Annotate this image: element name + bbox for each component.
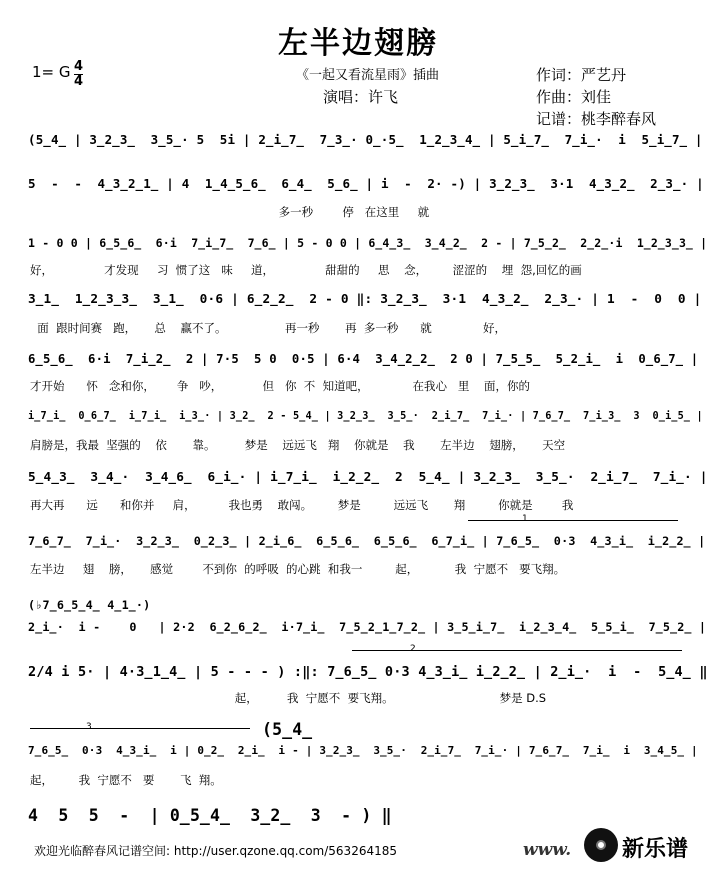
footer-text: 欢迎光临醉春风记谱空间: http://user.qzone.qq.com/563264185 (34, 844, 398, 858)
score-row-7-notes: 5̲4̲3̲ 3̲4̲· 3̲4̲6̲ 6̲i̲· | i̲7̲i̲ i̲2̲2̲ 2 5̲4̲ | 3̲2̲3̲ 3̲5̲· 2̲i̲7̲ 7̲i̲· | (28, 470, 708, 485)
time-signature-top: 4 (74, 59, 84, 74)
score-row-7-lyrics: 再大再 远 和你并 肩， 我也勇 敢闯。 梦是 远远飞 翔 你就是 我 (30, 498, 574, 512)
volta-bracket-3 (30, 728, 250, 729)
score-row-4-notes: 3̲1̲ 1̲2̲3̲3̲ 3̲1̲ 0·6 | 6̲2̲2̲ 2 - 0 ‖: 3̲2̲3̲ 3·1 4̲3̲2̲ 2̲3̲· | 1 - 0 0 | (28, 292, 702, 307)
score-row-2-lyrics: 多一秒 停 在这里 就 (30, 205, 430, 219)
score-row-10-notes: 2/4 i 5· | 4·3̲1̲4̲ | 5 - - - ) :‖: 7̲6̲5̲ 0·3 4̲3̲i̲ i̲2̲2̲ | 2̲i̲· i - 5̲4̲ ‖ (28, 664, 708, 680)
time-signature (74, 60, 83, 89)
volta-number-2: 2 (410, 644, 416, 654)
key-signature: 1= G (32, 63, 71, 81)
score-row-12-notes: 4 5 5 - | 0̲5̲4̲ 3̲2̲ 3 - ) ‖ (28, 806, 392, 825)
score-row-6-notes: i̲7̲i̲ 0̲6̲7̲ i̲7̲i̲ i̲3̲· | 3̲2̲ 2 - 5̲4̲ | 3̲2̲3̲ 3̲5̲· 2̲i̲7̲ 7̲i̲· | 7̲6̲7̲ 7̲i̲3̲ 3 0̲i̲5̲ | (28, 410, 703, 422)
footer-site: www. (523, 840, 572, 860)
lyricist-credit: 作词：严艺丹 (536, 66, 627, 84)
score-row-8-lyrics: 左半边 翅 膀， 感觉 不到你 的呼吸 的心跳 和我一 起， 我 宁愿不 要飞翔。 (30, 562, 566, 576)
volta-number-3: 3 (86, 722, 92, 732)
score-row-11-lyrics: 起， 我 宁愿不 要 飞 翔。 (30, 773, 222, 787)
volta-number-1: 1 (522, 514, 528, 524)
music-disc-icon (584, 828, 618, 862)
sheet-title: 左半边翅膀 (278, 26, 438, 61)
volta-bracket-2 (352, 650, 682, 651)
transcriber-credit: 记谱：桃李醉春风 (536, 110, 657, 128)
dc-marker: (5̲4̲ (262, 720, 313, 739)
score-row-9-notes: (♭7̲6̲5̲4̲ 4̲1̲·) 2̲i̲· i - 0 | 2·2 6̲2̲6̲2̲ i·7̲i̲ 7̲5̲2̲1̲7̲2̲ | 3̲5̲i̲7̲ i̲2̲3̲4̲ 5̲5̲i̲ 7̲5̲2̲ | (28, 598, 707, 634)
score-row-10-lyrics: 起， 我 宁愿不 要飞翔。 梦是 D.S (30, 691, 547, 705)
score-row-6-lyrics: 肩膀是，我最 坚强的 依 靠。 梦是 远远飞 翔 你就是 我 左半边 翅膀， 天空 (30, 438, 566, 452)
footer-logo-text: 新乐谱 (622, 837, 689, 862)
score-row-2-notes: 5 - - 4̲3̲2̲1̲ | 4 1̲4̲5̲6̲ 6̲4̲ 5̲6̲ | i - 2· -) | 3̲2̲3̲ 3·1 4̲3̲2̲ 2̲3̲· | (28, 176, 704, 191)
source-note: 《一起又看流星雨》插曲 (296, 68, 440, 83)
composer-credit: 作曲：刘佳 (536, 88, 612, 106)
score-row-11-notes: 7̲6̲5̲ 0·3 4̲3̲i̲ i | 0̲2̲ 2̲i̲ i - | 3̲2̲3̲ 3̲5̲· 2̲i̲7̲ 7̲i̲· | 7̲6̲7̲ 7̲i̲ i 3̲4̲5̲ | (28, 744, 698, 757)
score-row-3-notes: 1 - 0 0 | 6̲5̲6̲ 6·i 7̲i̲7̲ 7̲6̲ | 5 - 0 0 | 6̲4̲3̲ 3̲4̲2̲ 2 - | 7̲5̲2̲ 2̲2̲·i 1̲2̲3̲3̲ | (28, 236, 708, 250)
score-row-5-notes: 6̲5̲6̲ 6·i 7̲i̲2̲ 2 | 7·5 5 0 0·5 | 6·4 3̲4̲2̲2̲ 2 0 | 7̲5̲5̲ 5̲2̲i̲ i 0̲6̲7̲ | (28, 352, 699, 366)
score-row-1-notes: (5̲4̲ | 3̲2̲3̲ 3̲5̲· 5 5i | 2̲i̲7̲ 7̲3̲· 0̲·5̲ 1̲2̲3̲4̲ | 5̲i̲7̲ 7̲i̲· i 5̲i̲7̲ | (28, 132, 703, 147)
singer-credit: 演唱：许飞 (323, 88, 399, 106)
score-row-8-notes: 7̲6̲7̲ 7̲i̲· 3̲2̲3̲ 0̲2̲3̲ | 2̲i̲6̲ 6̲5̲6̲ 6̲5̲6̲ 6̲7̲i̲ | 7̲6̲5̲ 0·3 4̲3̲i̲ i̲2̲2̲ | (28, 534, 706, 548)
score-row-4-lyrics: 面 跟时间赛 跑， 总 赢不了。 再一秒 再 多一秒 就 好， (30, 321, 506, 335)
time-signature-bottom: 4 (74, 74, 84, 89)
score-row-5-lyrics: 才开始 怀 念和你， 争 吵， 但 你 不 知道吧， 在我心 里 面，你的 (30, 379, 531, 393)
volta-bracket-1 (468, 520, 678, 521)
score-row-3-lyrics: 好， 才发现 习 惯了这 味 道， 甜甜的 思 念， 涩涩的 埋 怨,回忆的画 (30, 263, 582, 277)
